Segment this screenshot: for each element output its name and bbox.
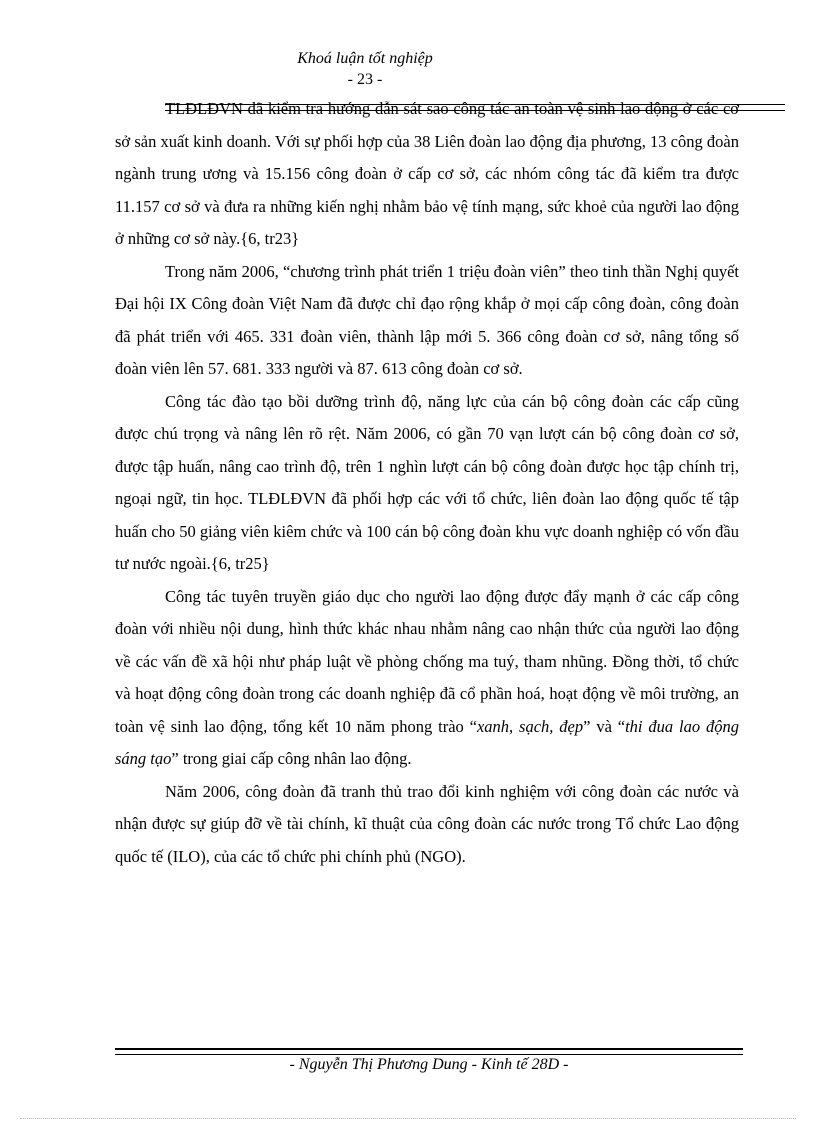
paragraph-4-text-a: Công tác tuyên truyền giáo dục cho người lao động được đẩy mạnh ở các cấp công đoàn với nhiều nội dung, hình thức khác nhau nhằm nâng cao nhận thức của người lao động về các vấn đề xã hội như pháp luật về phòng chống ma tuý, tham nhũng. Đồng thời, tổ chức và hoạt động công đoàn trong các doanh nghiệp đã cổ phần hoá, hoạt động về môi trường, an toàn vệ sinh lao động, tổng kết 10 năm phong trào “ <box>115 586 739 736</box>
footer-rule <box>115 1048 743 1055</box>
footer-author: - Nguyễn Thị Phương Dung - Kinh tế 28D - <box>289 1056 569 1073</box>
paragraph-4-text-b: ” và “ <box>583 716 626 736</box>
paragraph-1: TLĐLĐVN đã kiểm tra hướng dẫn sát sao công tác an toàn vệ sinh lao động ở các cơ sở sản xuất kinh doanh. Với sự phối hợp của 38 Liên đoàn lao động địa phương, 13 công đoàn ngành trung ương và 15.156 công đoàn ở cấp cơ sở, các nhóm công tác đã kiểm tra được 11.157 cơ sở và đưa ra những kiến nghị nhằm bảo vệ tính mạng, sức khoẻ của người lao động ở những cơ sở này.{6, tr23} <box>115 99 739 248</box>
paragraph-4-text-c: ” trong giai cấp công nhân lao động. <box>171 749 412 768</box>
header-rule <box>165 104 785 111</box>
page-edge-dotted-line <box>20 1118 796 1119</box>
page-number: - 23 - <box>347 71 383 88</box>
paragraph-4-emphasis-1: xanh, sạch, đẹp <box>476 716 584 736</box>
paragraph-4-emphasis-2: thi đua lao động sáng tạo <box>115 716 739 768</box>
paragraph-4 <box>115 581 739 776</box>
header-title: Khoá luận tốt nghiệp <box>297 50 433 67</box>
paragraph-2: Trong năm 2006, “chương trình phát triển 1 triệu đoàn viên” theo tinh thần Nghị quyết Đại hội IX Công đoàn Việt Nam đã được chỉ đạo rộng khắp ở mọi cấp công đoàn, công đoàn đã phát triển với 465. 331 đoàn viên, thành lập mới 5. 366 công đoàn cơ sở, nâng tổng số đoàn viên lên 57. 681. 333 người và 87. 613 công đoàn cơ sở. <box>115 261 739 378</box>
document-body <box>115 93 739 873</box>
paragraph-3: Công tác đào tạo bồi dưỡng trình độ, năng lực của cán bộ công đoàn các cấp cũng được chú trọng và nâng lên rõ rệt. Năm 2006, có gần 70 vạn lượt cán bộ công đoàn cơ sở, được tập huấn, nâng cao trình độ, trên 1 nghìn lượt cán bộ công đoàn được học tập chính trị, ngoại ngữ, tin học. TLĐLĐVN đã phối hợp các với tổ chức, liên đoàn lao động quốc tế tập huấn cho 50 giảng viên kiêm chức và 100 cán bộ công đoàn khu vực doanh nghiệp có vốn đầu tư nước ngoài.{6, tr25} <box>115 391 739 573</box>
paragraph-5: Năm 2006, công đoàn đã tranh thủ trao đổi kinh nghiệm với công đoàn các nước và nhận được sự giúp đỡ về tài chính, kĩ thuật của công đoàn các nước trong Tổ chức Lao động quốc tế (ILO), của các tổ chức phi chính phủ (NGO). <box>115 781 739 866</box>
